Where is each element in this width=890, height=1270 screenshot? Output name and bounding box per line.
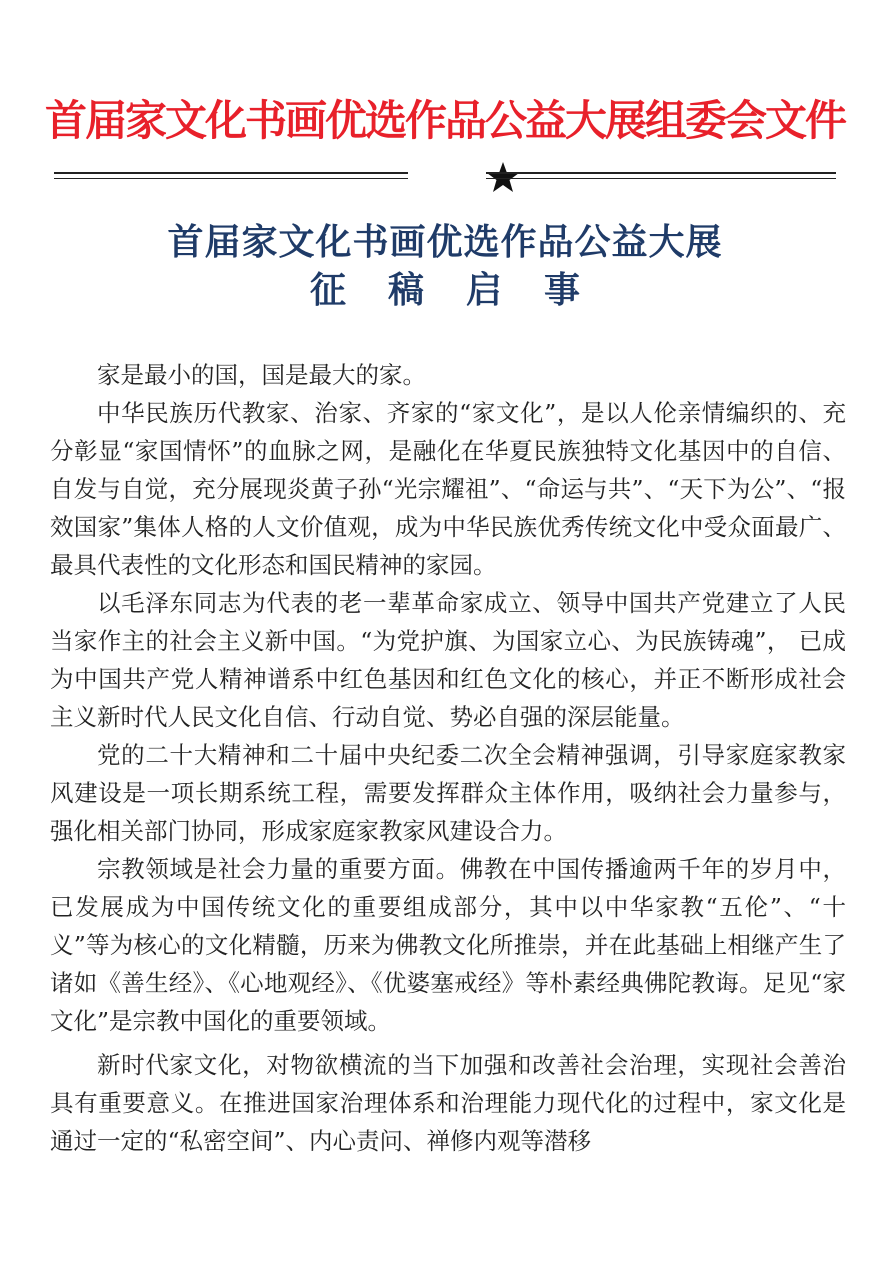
divider-left-rule-thin — [54, 178, 408, 179]
organization-header: 首届家文化书画优选作品公益大展组委会文件 — [44, 96, 845, 145]
divider-left-rule — [54, 172, 408, 174]
paragraph: 党的二十大精神和二十届中央纪委二次全会精神强调，引导家庭家教家风建设是一项长期系统工程，需要发挥群众主体作用，吸纳社会力量参与，强化相关部门协同，形成家庭家教家风建设合力。 — [50, 741, 846, 845]
star-icon — [486, 160, 520, 194]
notice-subtitle: 征稿启事 — [309, 270, 622, 311]
paragraph: 新时代家文化，对物欲横流的当下加强和改善社会治理，实现社会善治具有重要意义。在推进国家治理体系和治理能力现代化的过程中，家文化是通过一定的“私密空间”、内心责问、禅修内观等潜移 — [50, 1051, 846, 1155]
paragraph: 中华民族历代教家、治家、齐家的“家文化”，是以人伦亲情编织的、充分彰显“家国情怀”的血脉之网，是融化在华夏民族独特文化基因中的自信、自发与自觉，充分展现炎黄子孙“光宗耀祖”、“命运与共”、“天下为公”、“报效国家”集体人格的人文价值观，成为中华民族优秀传统文化中受众面最广、最具代表性的文化形态和国民精神的家园。 — [50, 399, 846, 579]
paragraph: 宗教领域是社会力量的重要方面。佛教在中国传播逾两千年的岁月中，已发展成为中国传统文化的重要组成部分，其中以中华家教“五伦”、“十义”等为核心的文化精髓，历来为佛教文化所推崇，并在此基础上相继产生了诸如《善生经》、《心地观经》、《优婆塞戒经》等朴素经典佛陀教诲。足见“家文化”是宗教中国化的重要领域。 — [50, 855, 846, 1035]
divider-right-rule-thin — [486, 178, 836, 179]
divider-right-rule — [486, 172, 836, 174]
notice-body — [50, 356, 846, 1160]
paragraph: 家是最小的国，国是最大的家。 — [97, 361, 426, 389]
notice-title: 首届家文化书画优选作品公益大展 — [167, 222, 723, 263]
paragraph: 以毛泽东同志为代表的老一辈革命家成立、领导中国共产党建立了人民当家作主的社会主义新中国。“为党护旗、为国家立心、为民族铸魂”， 已成为中国共产党人精神谱系中红色基因和红色文化的核心，并正不断形成社会主义新时代人民文化自信、行动自觉、势必自强的深层能量。 — [50, 589, 846, 731]
header-divider — [50, 160, 840, 196]
